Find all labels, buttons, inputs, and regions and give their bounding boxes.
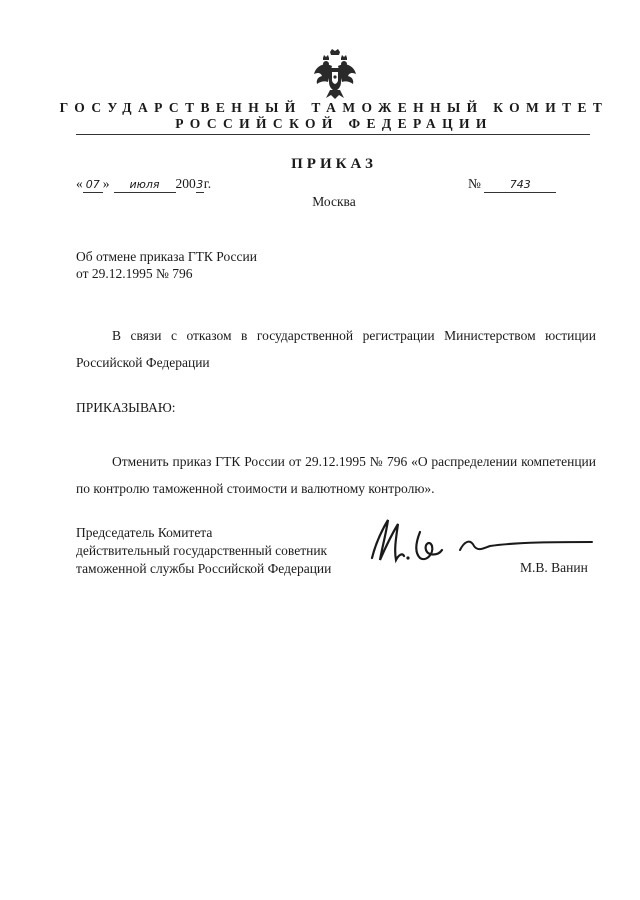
order-subject — [76, 248, 257, 282]
document-title: ПРИКАЗ — [291, 156, 377, 172]
number-value: 743 — [484, 178, 556, 193]
order-date — [76, 176, 211, 193]
order-number — [468, 176, 556, 193]
position-line1: Председатель Комитета — [76, 525, 213, 540]
position-line2: действительный государственный советник — [76, 543, 328, 558]
organization-name-line1: ГОСУДАРСТВЕННЫЙ ТАМОЖЕННЫЙ КОМИТЕТ — [59, 100, 609, 115]
order-paragraph: Отменить приказ ГТК России от 29.12.1995 № 796 «О распределении компетенции по контролю таможенной стоимости и валютному контролю». — [76, 454, 596, 496]
directive: ПРИКАЗЫВАЮ: — [76, 400, 176, 415]
subject-line1: Об отмене приказа ГТК России — [76, 249, 257, 264]
organization-name-line2: РОССИЙСКОЙ ФЕДЕРАЦИИ — [175, 116, 493, 131]
date-year-suffix: г. — [203, 176, 212, 191]
signatory-name: М.В. Ванин — [520, 560, 588, 575]
date-close-quote: » — [102, 176, 110, 191]
preamble-paragraph: В связи с отказом в государственной регистрации Министерством юстиции Российской Федерации — [76, 328, 596, 370]
subject-line2: от 29.12.1995 № 796 — [76, 266, 193, 281]
signatory-position — [76, 524, 331, 578]
date-day: 07 — [83, 178, 103, 193]
date-open-quote: « — [76, 176, 83, 191]
date-month: июля — [114, 178, 176, 193]
date-year-prefix: 200 — [175, 176, 196, 191]
number-label: № — [468, 176, 481, 191]
city: Москва — [312, 194, 356, 209]
position-line3: таможенной службы Российской Федерации — [76, 561, 332, 576]
date-year-digit: 3 — [196, 178, 204, 191]
double-headed-eagle-emblem-icon — [312, 48, 358, 100]
header-divider — [76, 134, 590, 135]
